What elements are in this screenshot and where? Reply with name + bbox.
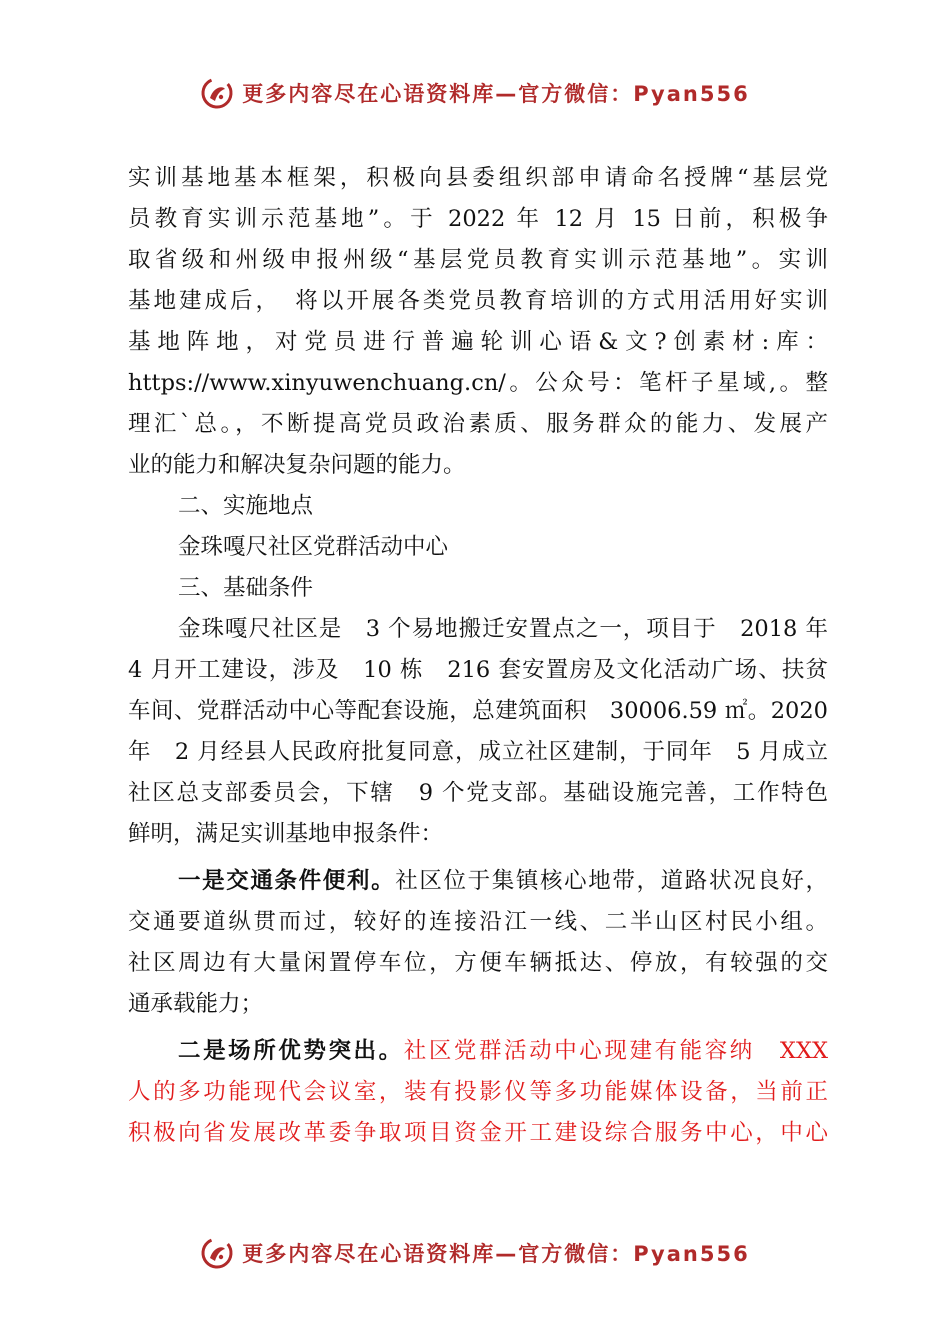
item-text: 社区位于集镇核心地带，道路状况良好，	[395, 868, 828, 894]
paragraph-framework	[128, 158, 828, 486]
text-line: 通承载能力；	[128, 991, 264, 1017]
text-line: https://www.xinyuwenchuang.cn/。公众号：笔杆子星域,。整	[128, 370, 828, 396]
highlighted-text: 积极向省发展改革委争取项目资金开工建设综合服务中心，中心	[128, 1120, 828, 1146]
text-line: 基地阵地，对党员进行普遍轮训心语&文?创素材:库：	[128, 329, 828, 355]
text-line: 业的能力和解决复杂问题的能力。	[128, 452, 466, 478]
location-text: 金珠嘎尺社区党群活动中心	[178, 534, 449, 560]
highlighted-text: 社区党群活动中心现建有能容纳 XXX	[403, 1038, 828, 1064]
item-transport	[128, 861, 828, 1025]
text-line: 金珠嘎尺社区是 3 个易地搬迁安置点之一，项目于 2018 年	[178, 616, 828, 642]
document-body	[128, 158, 828, 1154]
text-line: 4 月开工建设，涉及 10 栋 216 套安置房及文化活动广场、扶贫	[128, 657, 828, 683]
section-heading-conditions: 三、基础条件	[178, 575, 314, 601]
text-line: 交通要道纵贯而过，较好的连接沿江一线、二半山区村民小组。	[128, 909, 828, 935]
paragraph-conditions	[128, 609, 828, 855]
section-heading-location: 二、实施地点	[178, 493, 314, 519]
text-line	[128, 1031, 828, 1072]
text-line: 车间、党群活动中心等配套设施，总建筑面积 30006.59 ㎡。2020	[128, 698, 828, 724]
text-line: 基地建成后， 将以开展各类党员教育培训的方式用活用好实训	[128, 288, 828, 314]
footer-watermark-banner	[0, 1233, 950, 1273]
text-line: 社区周边有大量闲置停车位，方便车辆抵达、停放，有较强的交	[128, 950, 828, 976]
text-line: 鲜明，满足实训基地申报条件：	[128, 821, 444, 847]
highlighted-text: 人的多功能现代会议室，装有投影仪等多功能媒体设备，当前正	[128, 1079, 828, 1105]
item-lead: 二是场所优势突出。	[178, 1038, 404, 1064]
item-venue	[128, 1031, 828, 1154]
text-line: 员教育实训示范基地”。于 2022 年 12 月 15 日前，积极争	[128, 206, 828, 232]
brush-seal-logo-icon	[200, 76, 234, 110]
text-line: 理汇`总。，不断提高党员政治素质、服务群众的能力、发展产	[128, 411, 828, 437]
banner-text: 更多内容尽在心语资料库—官方微信：Pyan556	[242, 82, 750, 106]
banner-text: 更多内容尽在心语资料库—官方微信：Pyan556	[242, 1242, 750, 1266]
text-line	[128, 861, 828, 902]
text-line: 社区总支部委员会，下辖 9 个党支部。基础设施完善，工作特色	[128, 780, 828, 806]
text-line: 取省级和州级申报州级“基层党员教育实训示范基地”。实训	[128, 247, 828, 273]
item-lead: 一是交通条件便利。	[178, 868, 396, 894]
header-watermark-banner	[0, 73, 950, 113]
brush-seal-logo-icon	[200, 1236, 234, 1270]
text-line: 实训基地基本框架，积极向县委组织部申请命名授牌“基层党	[128, 165, 828, 191]
text-line: 年 2 月经县人民政府批复同意，成立社区建制，于同年 5 月成立	[128, 739, 828, 765]
